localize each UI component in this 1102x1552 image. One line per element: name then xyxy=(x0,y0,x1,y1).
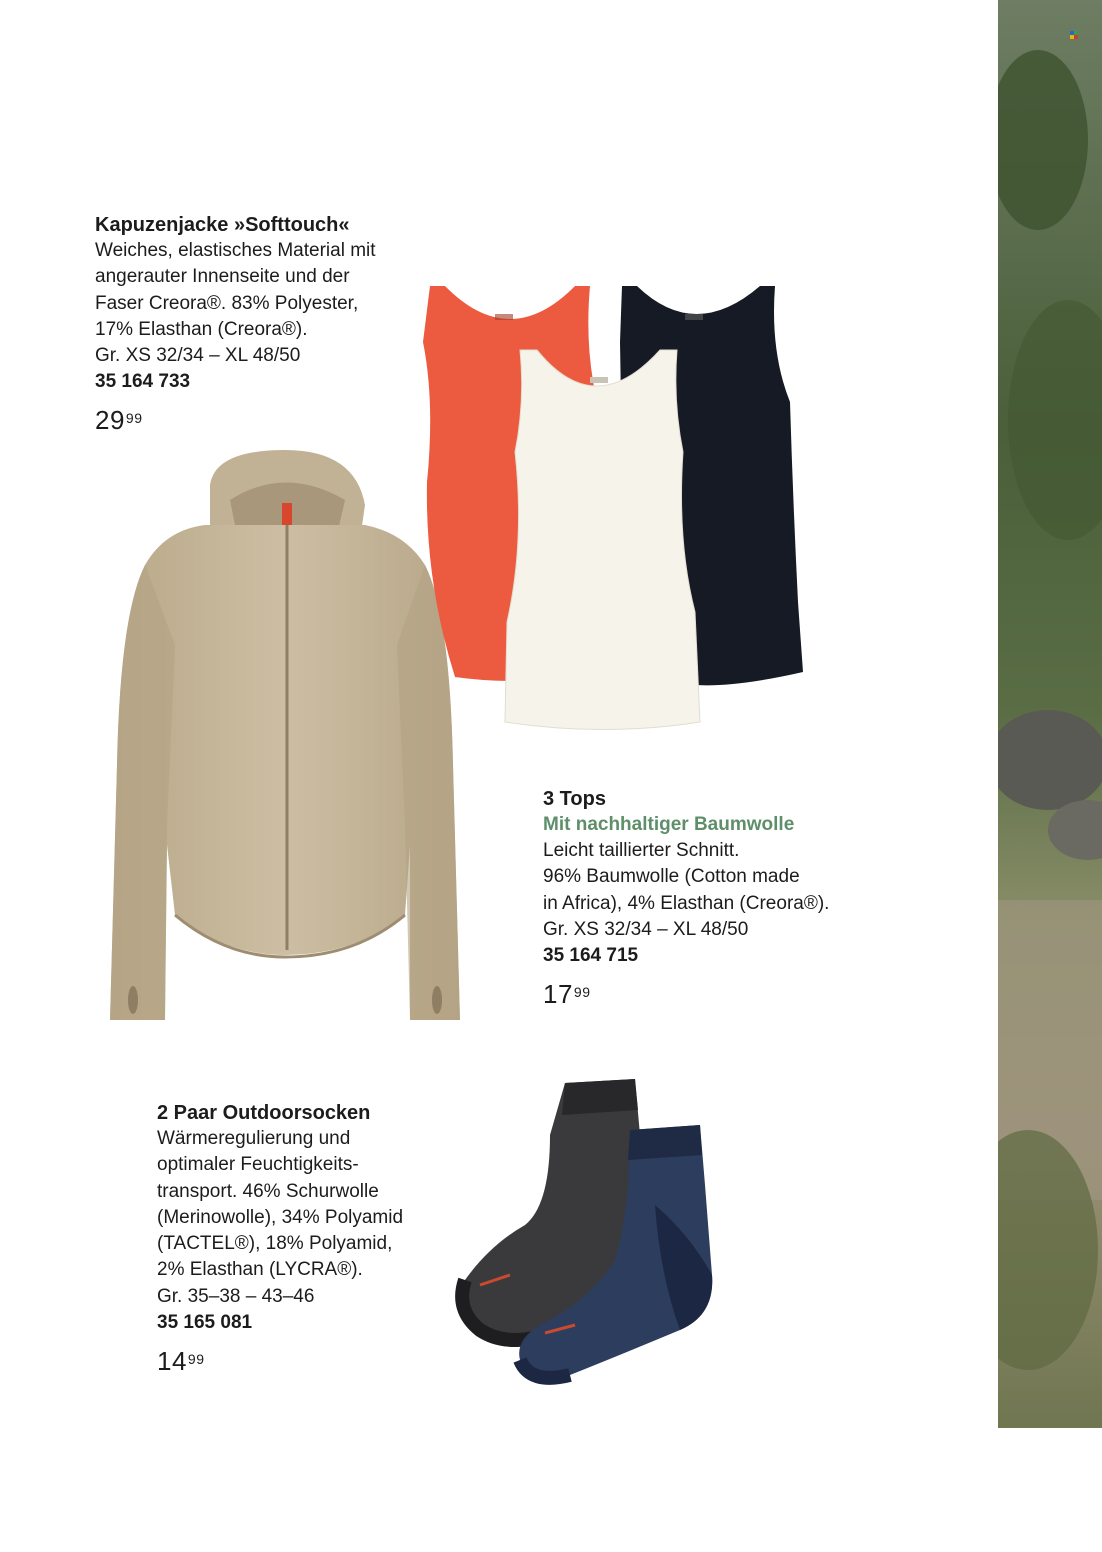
jacket-price-main: 29 xyxy=(95,405,125,436)
tops-description: Leicht taillierter Schnitt. 96% Baumwolle (Cotton made in Africa), 4% Elasthan (Creora®). Gr. XS 32/34 – XL 48/50 xyxy=(543,840,830,940)
socks-title: 2 Paar Outdoorsocken xyxy=(157,1102,371,1124)
socks-article-number: 35 165 081 xyxy=(157,1312,253,1334)
tops-article-number: 35 164 715 xyxy=(543,945,639,967)
socks-price xyxy=(157,1346,457,1376)
jacket-title: Kapuzenjacke »Softtouch« xyxy=(95,214,350,236)
jacket-article-number: 35 164 733 xyxy=(95,371,191,393)
jacket-price-cents: 99 xyxy=(125,410,143,427)
socks-price-cents: 99 xyxy=(187,1351,205,1368)
jacket-image xyxy=(105,445,465,1030)
product-socks-info xyxy=(157,1100,457,1376)
jacket-description: Weiches, elastisches Material mit angerauter Innenseite und der Faser Creora®. 83% Polyester, 17% Elasthan (Creora®). Gr. XS 32/34 – XL 48/50 xyxy=(95,240,376,367)
outdoor-scene-graphic xyxy=(998,0,1102,1428)
product-jacket-info xyxy=(95,212,425,435)
tops-price-cents: 99 xyxy=(573,984,591,1001)
tops-price xyxy=(543,979,873,1009)
tops-price-main: 17 xyxy=(543,979,573,1010)
socks-image xyxy=(450,1075,725,1385)
tops-title: 3 Tops xyxy=(543,788,606,810)
socks-description: Wärmeregulierung und optimaler Feuchtigkeits- transport. 46% Schurwolle (Merinowolle), 34% Polyamid (TACTEL®), 18% Polyamid, 2% Elasthan (LYCRA®). Gr. 35–38 – 43–46 xyxy=(157,1128,404,1307)
tops-image xyxy=(415,282,810,732)
socks-price-main: 14 xyxy=(157,1346,187,1377)
tops-subtitle: Mit nachhaltiger Baumwolle xyxy=(543,814,795,835)
outdoor-scene-image xyxy=(998,0,1102,1428)
jacket-price xyxy=(95,405,425,435)
product-tops-info xyxy=(543,786,873,1009)
